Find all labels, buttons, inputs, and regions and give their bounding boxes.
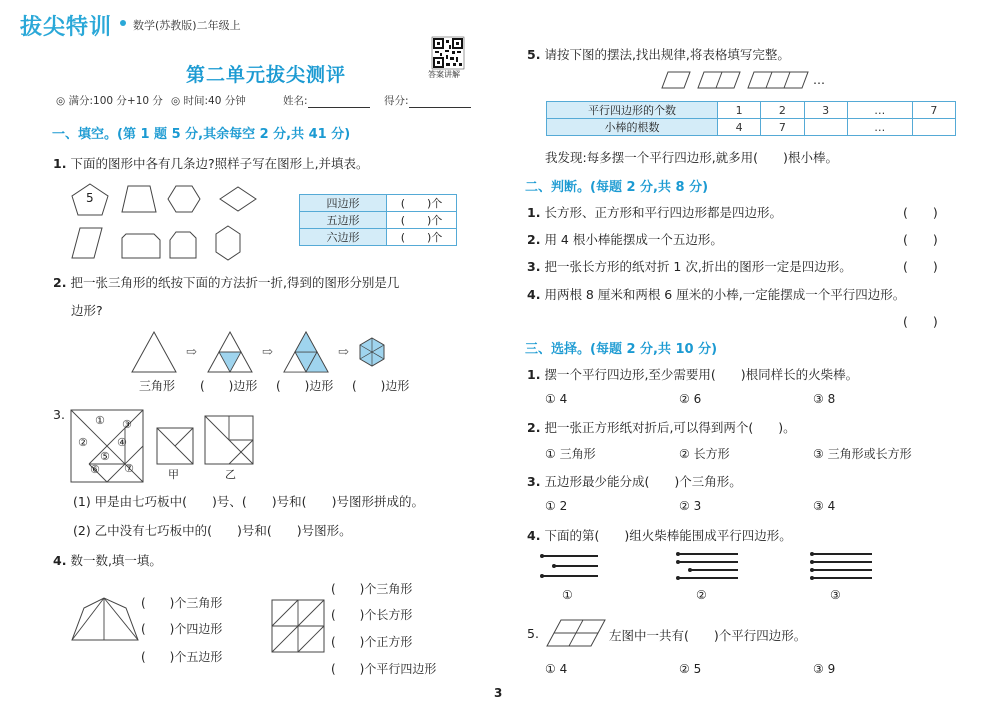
q4-left-blank[interactable]: ( )个五边形 [141, 650, 223, 664]
choice-item-3 [527, 472, 742, 490]
choice-5-parallelogram-figure [545, 618, 607, 648]
choice-option[interactable]: ③ [830, 588, 841, 602]
choice-option[interactable]: ③ 9 [813, 662, 836, 676]
judge-number: 2. [527, 232, 541, 247]
qr-label: 答案讲解 [428, 70, 460, 79]
q2-label-triangle: 三角形 [139, 379, 176, 393]
q1-question [53, 154, 369, 172]
choice-option[interactable]: ① 4 [545, 392, 568, 406]
choice-number: 3. [527, 474, 541, 489]
q4-pentagon-figure [70, 598, 140, 648]
trapezoid-shape [122, 186, 156, 212]
q5-number: 5. [527, 47, 541, 62]
arrow-icon: ⇨ [262, 345, 273, 360]
choice-5-text: 左图中一共有( )个平行四边形。 [609, 628, 807, 643]
subject-label: 数学(苏教版)二年级上 [133, 19, 241, 32]
q1-table-shape: 四边形 [300, 195, 387, 212]
choice-option[interactable]: ① 2 [545, 499, 568, 513]
choice-item-4 [527, 526, 792, 544]
hexagon-shape-2 [216, 226, 240, 260]
q4-right-blank[interactable]: ( )个正方形 [331, 635, 413, 649]
section-choice-title: 三、选择。(每题 2 分,共 10 分) [525, 342, 718, 357]
q4-right-blank[interactable]: ( )个三角形 [331, 582, 413, 596]
judge-number: 3. [527, 259, 541, 274]
q5-cell: 7 [761, 119, 804, 136]
q5-cell: 3 [804, 102, 847, 119]
name-label: 姓名: [283, 95, 308, 107]
q1-table-blank[interactable]: ( )个 [387, 212, 457, 229]
tangram-piece-5: ⑤ [100, 450, 110, 463]
matchstick-group-2 [676, 552, 738, 580]
q4-text: 数一数,填一填。 [70, 553, 162, 568]
choice-5-number: 5. [527, 626, 539, 641]
choice-text: 摆一个平行四边形,至少需要用( )根同样长的火柴棒。 [544, 367, 859, 382]
q1-shapes [60, 178, 290, 268]
matchstick-groups [540, 552, 880, 582]
matchstick-group-1 [540, 554, 598, 578]
judge-text: 用 4 根小棒能摆成一个五边形。 [544, 232, 723, 247]
name-field[interactable] [283, 93, 370, 108]
q3-number: 3. [53, 407, 65, 422]
q5-finding[interactable]: 我发现:每多摆一个平行四边形,就多用( )根小棒。 [545, 150, 838, 165]
tangram-piece-7: ⑦ [124, 462, 134, 475]
q5-cell: 4 [718, 119, 761, 136]
q5-row2-head: 小棒的根数 [547, 119, 718, 136]
q1-table [299, 194, 457, 246]
q4-left-blank[interactable]: ( )个三角形 [141, 596, 223, 610]
judge-text: 长方形、正方形和平行四边形都是四边形。 [544, 205, 782, 220]
choice-option[interactable]: ② 6 [679, 392, 702, 406]
q5-cell-blank[interactable] [804, 119, 847, 136]
name-blank[interactable] [308, 97, 370, 108]
q5-table [546, 101, 956, 136]
q5-cell: … [847, 119, 912, 136]
triangle-original [132, 332, 176, 372]
pentagon-shape-2 [170, 232, 196, 258]
page-number: 3 [494, 686, 503, 700]
tangram-piece-4: ④ [117, 436, 127, 449]
judge-number: 1. [527, 205, 541, 220]
arrow-icon: ⇨ [338, 345, 349, 360]
choice-option[interactable]: ② 5 [679, 662, 702, 676]
time-limit: ◎ 时间:40 分钟 [171, 95, 246, 107]
rhombus-shape [220, 187, 256, 211]
choice-text: 把一张正方形纸对折后,可以得到两个( )。 [544, 420, 796, 435]
tangram-piece-1: ① [95, 414, 105, 427]
tangram-piece-2: ② [78, 436, 88, 449]
q5-cell: 2 [761, 102, 804, 119]
judge-text: 用两根 8 厘米和两根 6 厘米的小棒,一定能摆成一个平行四边形。 [544, 287, 906, 302]
judge-blank-2[interactable]: ( ) [903, 232, 938, 247]
judge-blank-1[interactable]: ( ) [903, 205, 938, 220]
q5-text: 请按下图的摆法,找出规律,将表格填写完整。 [544, 47, 790, 62]
score-blank[interactable] [409, 97, 471, 108]
choice-option[interactable]: ② 长方形 [679, 447, 730, 461]
q2-number: 2. [53, 275, 67, 290]
q1-number: 1. [53, 156, 67, 171]
brand-dot [120, 20, 126, 26]
q1-table-blank[interactable]: ( )个 [387, 195, 457, 212]
tangram-piece-6: ⑥ [90, 463, 100, 476]
q1-table-shape: 六边形 [300, 229, 387, 246]
judge-number: 4. [527, 287, 541, 302]
choice-item-1 [527, 365, 858, 383]
q5-question [527, 45, 790, 63]
q1-text: 下面的图形中各有几条边?照样子写在图形上,并填表。 [70, 156, 369, 171]
arrow-icon: ⇨ [186, 345, 197, 360]
q4-right-blank[interactable]: ( )个长方形 [331, 608, 413, 622]
choice-number: 1. [527, 367, 541, 382]
section-judge-title: 二、判断。(每题 2 分,共 8 分) [525, 180, 709, 195]
sequence-ellipsis: … [813, 73, 825, 87]
score-label: 得分: [384, 95, 409, 107]
cut-corner-rect-shape [122, 234, 160, 258]
q4-number: 4. [53, 553, 67, 568]
q3-sub2[interactable]: (2) 乙中没有七巧板中的( )号和( )号图形。 [73, 523, 352, 538]
q2-label-blank[interactable]: ( )边形 [352, 379, 410, 393]
choice-number: 4. [527, 528, 541, 543]
full-score: ◎ 满分:100 分+10 分 [56, 95, 163, 107]
judge-blank-3[interactable]: ( ) [903, 259, 938, 274]
choice-text: 下面的第( )组火柴棒能围成平行四边形。 [544, 528, 792, 543]
q5-parallelogram-sequence [660, 70, 820, 92]
section-fill-in-title: 一、填空。(第 1 题 5 分,其余每空 2 分,共 41 分) [52, 127, 351, 142]
qr-code-icon[interactable] [432, 37, 464, 69]
q5-cell: 7 [912, 102, 955, 119]
q5-row1-head: 平行四边形的个数 [547, 102, 718, 119]
choice-option[interactable]: ② [696, 588, 707, 602]
page-title: 第二单元拔尖测评 [186, 64, 347, 86]
judge-item-1 [527, 203, 782, 221]
choice-option[interactable]: ① 4 [545, 662, 568, 676]
figure-yi [205, 416, 253, 464]
brand-logo: 拔尖特训 [20, 15, 113, 40]
parallelogram-shape [72, 228, 102, 258]
q5-cell: 1 [718, 102, 761, 119]
pentagon-side-label: 5 [86, 191, 94, 205]
choice-option[interactable]: ① [562, 588, 573, 602]
q1-table-shape: 五边形 [300, 212, 387, 229]
judge-text: 把一张长方形的纸对折 1 次,折出的图形一定是四边形。 [544, 259, 852, 274]
score-field[interactable] [384, 93, 471, 108]
q2-text-2: 边形? [71, 303, 103, 318]
q2-label-blank[interactable]: ( )边形 [200, 379, 258, 393]
figure-yi-label: 乙 [225, 468, 236, 481]
judge-item-4 [527, 285, 905, 303]
choice-text: 五边形最少能分成( )个三角形。 [544, 474, 742, 489]
q2-question [53, 273, 399, 291]
q3-sub1[interactable]: (1) 甲是由七巧板中( )号、( )号和( )号图形拼成的。 [73, 494, 424, 509]
q4-left-blank[interactable]: ( )个四边形 [141, 622, 223, 636]
choice-option[interactable]: ③ 三角形或长方形 [813, 447, 912, 461]
judge-item-2 [527, 230, 723, 248]
judge-item-3 [527, 257, 852, 275]
matchstick-group-3 [810, 552, 872, 580]
q5-cell: … [847, 102, 912, 119]
q4-grid-figure [272, 600, 326, 654]
choice-item-2 [527, 418, 796, 436]
q2-text-1: 把一张三角形的纸按下面的方法折一折,得到的图形分别是几 [70, 275, 400, 290]
q2-fold-figures [130, 328, 400, 376]
choice-number: 2. [527, 420, 541, 435]
q4-right-blank[interactable]: ( )个平行四边形 [331, 662, 437, 676]
q1-table-blank[interactable]: ( )个 [387, 229, 457, 246]
choice-option[interactable]: ③ 4 [813, 499, 836, 513]
choice-option[interactable]: ③ 8 [813, 392, 836, 406]
judge-blank-4[interactable]: ( ) [903, 314, 938, 329]
figure-jia-label: 甲 [168, 468, 179, 481]
q4-question [53, 551, 162, 569]
figure-jia [157, 428, 193, 464]
choice-option[interactable]: ① 三角形 [545, 447, 596, 461]
choice-option[interactable]: ② 3 [679, 499, 702, 513]
tangram-piece-3: ③ [122, 418, 132, 431]
q2-label-blank[interactable]: ( )边形 [276, 379, 334, 393]
q5-cell-blank[interactable] [912, 119, 955, 136]
hexagon-shape-1 [168, 186, 200, 212]
